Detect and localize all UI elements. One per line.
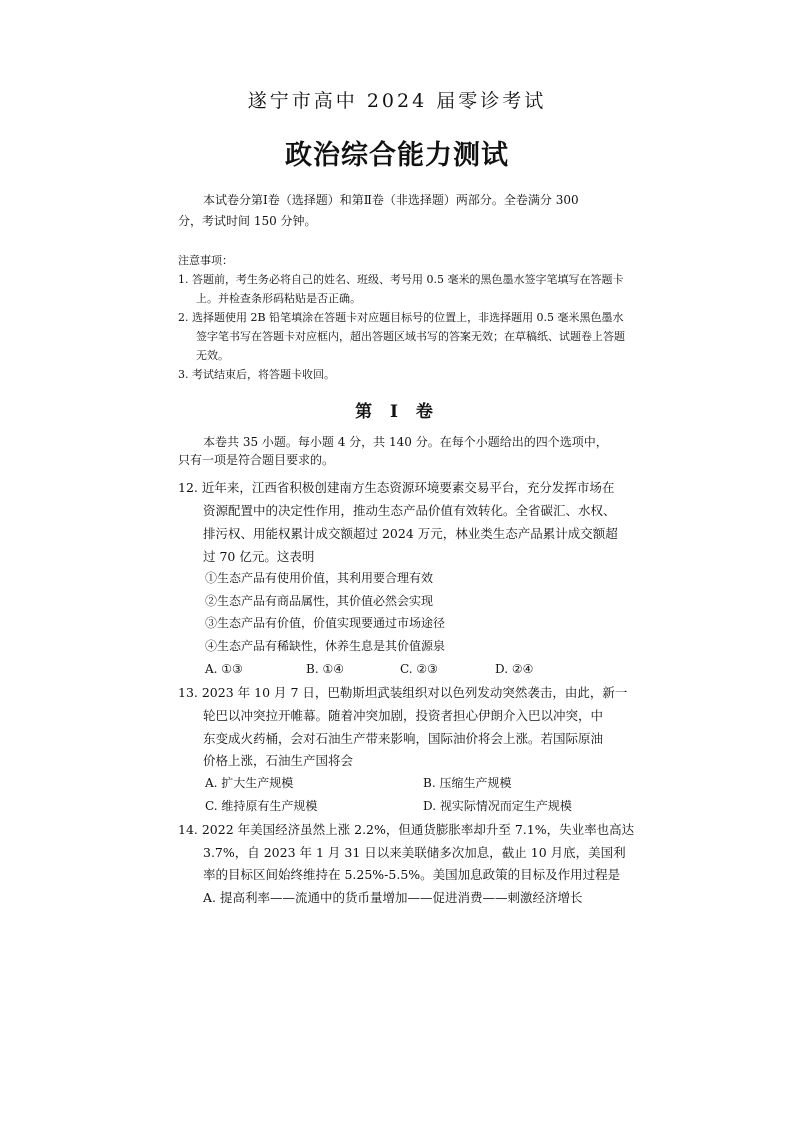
note-2-line-2: 签字笔书写在答题卡对应框内，超出答题区域书写的答案无效；在草稿纸、试题卷上答题	[196, 330, 625, 343]
q14-line-1: 14. 2022 年美国经济虽然上涨 2.2%，但通货膨胀率却升至 7.1%，失业率也高达	[178, 822, 635, 837]
section-desc-line-2: 只有一项是符合题目要求的。	[178, 453, 335, 467]
note-2-line-3: 无效。	[196, 349, 229, 362]
notes-heading: 注意事项：	[178, 254, 233, 267]
q13-option-c: C. 维持原有生产规模	[205, 799, 318, 813]
note-2-line-1: 2. 选择题使用 2B 铅笔填涂在答题卡对应题目标号的位置上，非选择题用 0.5 毫米黑色墨水	[178, 311, 624, 324]
q12-line-4: 过 70 亿元。这表明	[203, 549, 315, 564]
note-3: 3. 考试结束后，将答题卡收回。	[178, 368, 335, 381]
q12-option-a: A. ①③	[205, 662, 243, 676]
q13-line-3: 东变成火药桶，会对石油生产带来影响，国际油价将会上涨。若国际原油	[203, 731, 604, 746]
q13-option-a: A. 扩大生产规模	[205, 776, 294, 790]
q12-line-1: 12. 近年来，江西省积极创建南方生态资源环境要素交易平台，充分发挥市场在	[178, 480, 615, 495]
q12-option-d: D. ②④	[495, 662, 534, 676]
exam-title: 遂宁市高中 2024 届零诊考试	[247, 90, 547, 112]
q12-statement-4: ④生态产品有稀缺性，休养生息是其价值源泉	[205, 639, 446, 653]
section-desc-line-1: 本卷共 35 小题。每小题 4 分，共 140 分。在每个小题给出的四个选项中，	[203, 435, 608, 449]
q13-option-d: D. 视实际情况而定生产规模	[423, 799, 572, 813]
q13-line-4: 价格上涨，石油生产国将会	[203, 753, 354, 768]
q14-line-2: 3.7%，自 2023 年 1 月 31 日以来美联储多次加息，截止 10 月底，美国利	[203, 845, 626, 860]
q12-option-c: C. ②③	[400, 662, 438, 676]
q13-line-1: 13. 2023 年 10 月 7 日，巴勒斯坦武装组织对以色列发动突然袭击，由此，新一	[178, 685, 628, 700]
note-1-line-2: 上。并检查条形码粘贴是否正确。	[196, 292, 361, 305]
intro-line-2: 分，考试时间 150 分钟。	[178, 214, 317, 228]
q13-line-2: 轮巴以冲突拉开帷幕。随着冲突加剧，投资者担心伊朗介入巴以冲突，中	[203, 708, 604, 723]
note-1-line-1: 1. 答题前，考生务必将自己的姓名、班级、考号用 0.5 毫米的黑色墨水签字笔填写在答题卡	[178, 273, 624, 286]
q12-option-b: B. ①④	[306, 662, 344, 676]
q12-statement-1: ①生态产品有使用价值，其利用要合理有效	[205, 571, 434, 585]
q12-statement-2: ②生态产品有商品属性，其价值必然会实现	[205, 594, 434, 608]
q12-line-3: 排污权、用能权累计成交额超过 2024 万元，林业类生态产品累计成交额超	[203, 526, 618, 541]
q12-statement-3: ③生态产品有价值，价值实现要通过市场途径	[205, 616, 446, 630]
q12-line-2: 资源配置中的决定性作用，推动生态产品价值有效转化。全省碳汇、水权、	[203, 503, 616, 518]
subject-title: 政治综合能力测试	[285, 140, 509, 171]
q13-option-b: B. 压缩生产规模	[423, 776, 512, 790]
q14-option-a: A. 提高利率——流通中的货币量增加——促进消费——刺激经济增长	[203, 890, 583, 905]
intro-line-1: 本试卷分第Ⅰ卷（选择题）和第Ⅱ卷（非选择题）两部分。全卷满分 300	[203, 193, 579, 207]
section-title: 第 Ⅰ 卷	[355, 402, 439, 422]
q14-line-3: 率的目标区间始终维持在 5.25%-5.5%。美国加息政策的目标及作用过程是	[203, 867, 621, 882]
